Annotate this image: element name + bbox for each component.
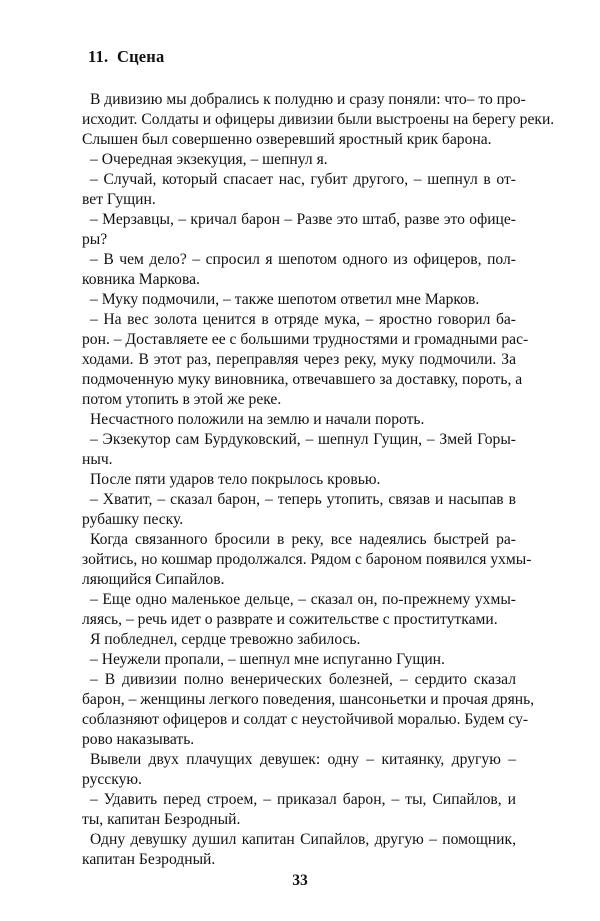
text-line: Когда связанного бросили в реку, все надеялись быстрей ра- <box>90 531 516 548</box>
text-line: – В дивизии полно венерических болезней, – сердито сказал <box>90 671 516 688</box>
text-line: – На вес золота ценится в отряде мука, – яростно говорил ба- <box>90 311 516 328</box>
text-line: потом утопить в этой же реке. <box>82 391 282 408</box>
text-line: ковника Маркова. <box>82 271 200 288</box>
text-line: барон, – женщины легкого поведения, шансоньетки и прочая дрянь, <box>82 691 535 708</box>
text-line: Одну девушку душил капитан Сипайлов, другую – помощник, <box>90 831 516 848</box>
section-heading: 11. Сцена <box>88 47 165 66</box>
text-line: вет Гущин. <box>82 191 156 208</box>
text-line: ходами. В этот раз, переправляя через реку, муку подмочили. За <box>82 351 516 368</box>
text-line: – Еще одно маленькое дельце, – сказал он, по-прежнему ухмы- <box>90 591 516 608</box>
page-number: 33 <box>292 872 308 889</box>
text-line: Вывели двух плачущих девушек: одну – китаянку, другую – <box>90 751 516 768</box>
text-line: ляющийся Сипайлов. <box>82 571 225 588</box>
text-line: – Удавить перед строем, – приказал барон, – ты, Сипайлов, и <box>90 791 516 808</box>
text-line: исходит. Солдаты и офицеры дивизии были выстроены на берегу реки. <box>82 111 555 128</box>
text-line: зойтись, но кошмар продолжался. Рядом с бароном появился ухмы- <box>82 551 532 568</box>
text-line: рубашку песку. <box>82 511 184 528</box>
text-line: – Мерзавцы, – кричал барон – Разве это штаб, разве это офице- <box>90 211 516 228</box>
text-line: ты, капитан Безродный. <box>82 811 241 828</box>
text-line: Я побледнел, сердце тревожно забилось. <box>90 631 361 648</box>
text-line: подмоченную муку виновника, отвечавшего за доставку, пороть, а <box>82 371 523 388</box>
text-line: – Муку подмочили, – также шепотом ответил мне Марков. <box>90 291 480 308</box>
text-line: русскую. <box>82 771 142 788</box>
text-line: – В чем дело? – спросил я шепотом одного из офицеров, пол- <box>90 251 516 268</box>
text-line: – Случай, который спасает нас, губит другого, – шепнул в от- <box>90 171 516 188</box>
text-line: Несчастного положили на землю и начали пороть. <box>90 411 425 428</box>
text-line: рон. – Доставляете ее с большими трудностями и громадными рас- <box>82 331 529 348</box>
text-line: – Неужели пропали, – шепнул мне испуганно Гущин. <box>90 651 445 668</box>
text-line: ляясь, – речь идет о разврате и сожительстве с проститутками. <box>82 611 498 628</box>
text-line: – Очередная экзекуция, – шепнул я. <box>90 151 328 168</box>
text-line: ныч. <box>82 451 113 468</box>
text-line: соблазняют офицеров и солдат с неустойчивой моралью. Будем су- <box>82 711 529 728</box>
text-line: Слышен был совершенно озверевший яростный крик барона. <box>82 131 492 148</box>
text-line: – Экзекутор сам Бурдуковский, – шепнул Гущин, – Змей Горы- <box>90 431 516 448</box>
text-line: – Хватит, – сказал барон, – теперь утопить, связав и насыпав в <box>90 491 516 508</box>
text-line: После пяти ударов тело покрылось кровью. <box>90 471 381 488</box>
text-line: В дивизию мы добрались к полудню и сразу поняли: что– то про- <box>90 91 526 108</box>
text-line: рово наказывать. <box>82 731 195 748</box>
text-line: ры? <box>82 231 108 248</box>
text-line: капитан Безродный. <box>82 851 216 868</box>
